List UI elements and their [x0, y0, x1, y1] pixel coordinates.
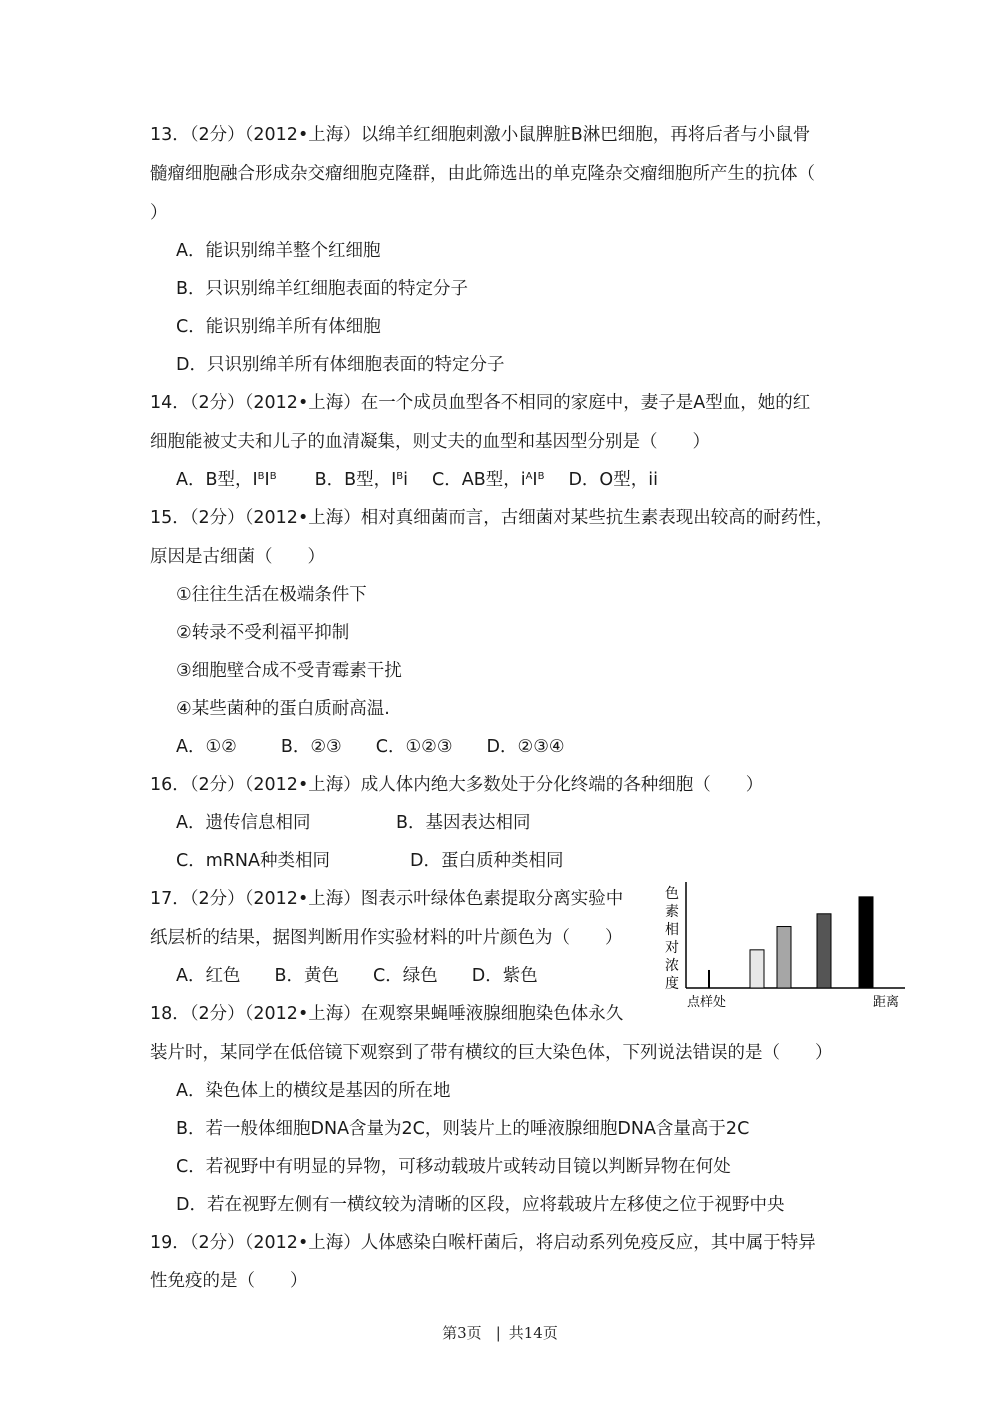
chart-ylabel-char: 素: [665, 904, 679, 920]
q16-option-c: C．mRNA种类相同: [176, 851, 330, 871]
q15-item-2: ②转录不受利福平抑制: [176, 623, 350, 643]
q16-option-a: A．遗传信息相同: [176, 813, 311, 833]
q17-stem-line-1: 17．（2分）（2012•上海）图表示叶绿体色素提取分离实验中: [150, 889, 624, 909]
q14-option-d: D．O型，ii: [568, 470, 658, 490]
q15-stem-line-1: 15．（2分）（2012•上海）相对真细菌而言，古细菌对某些抗生素表现出较高的耐药性，: [150, 508, 834, 528]
chart-bar-1: [708, 970, 710, 988]
q15-item-1: ①往往生活在极端条件下: [176, 585, 367, 605]
q18-option-c: C．若视野中有明显的异物，可移动载玻片或转动目镜以判断异物在何处: [176, 1157, 731, 1177]
pigment-chromatography-chart: [655, 878, 910, 1013]
footer-separator: |: [495, 1324, 501, 1342]
chart-ylabel-char: 浓: [665, 958, 679, 974]
q13-stem-line-1: 13．（2分）（2012•上海）以绵羊红细胞刺激小鼠脾脏B淋巴细胞，再将后者与小鼠骨: [150, 125, 811, 145]
q14-stem-line-2: 细胞能被丈夫和儿子的血清凝集，则丈夫的血型和基因型分别是（ ）: [150, 432, 710, 452]
page-number: 第3页: [442, 1324, 482, 1342]
q17-stem-line-2: 纸层析的结果，据图判断用作实验材料的叶片颜色为（ ）: [150, 928, 623, 948]
q15-option-c: C．①②③: [375, 737, 453, 757]
q15-item-4: ④某些菌种的蛋白质耐高温.: [176, 699, 390, 719]
chart-ylabel-char: 色: [665, 886, 679, 902]
q14-option-b: B．B型，$I^Bi$: [314, 470, 408, 490]
chart-ylabel-char: 度: [665, 976, 679, 992]
q13-option-a: A．能识别绵羊整个红细胞: [176, 241, 381, 261]
q14-option-c: C．AB型，$i^AI^B$: [432, 470, 545, 490]
chart-xlabel-origin: 点样处: [687, 995, 727, 1010]
q15-options-row: [176, 736, 565, 758]
q18-option-a: A．染色体上的横纹是基因的所在地: [176, 1081, 451, 1101]
q14-options-row: [176, 469, 658, 491]
q15-option-d: D．②③④: [486, 737, 565, 757]
q17-option-c: C．绿色: [373, 966, 438, 986]
q15-option-a: A．①②: [176, 737, 237, 757]
q16-stem-line-1: 16．（2分）（2012•上海）成人体内绝大多数处于分化终端的各种细胞（ ）: [150, 775, 764, 795]
page-footer: [0, 1322, 1000, 1343]
q19-stem-line-1: 19．（2分）（2012•上海）人体感染白喉杆菌后，将启动系列免疫反应，其中属于特异: [150, 1233, 816, 1253]
q15-stem-line-2: 原因是古细菌（ ）: [150, 547, 325, 567]
q17-option-a: A．红色: [176, 966, 241, 986]
q17-options-row: [176, 965, 538, 987]
page-total: 共14页: [508, 1324, 558, 1342]
chart-ylabel-char: 对: [665, 940, 679, 956]
q16-option-b: B．基因表达相同: [396, 813, 531, 833]
q18-stem-line-2: 装片时，某同学在低倍镜下观察到了带有横纹的巨大染色体，下列说法错误的是（ ）: [150, 1043, 833, 1063]
q15-option-b: B．②③: [280, 737, 342, 757]
q13-option-d: D．只识别绵羊所有体细胞表面的特定分子: [176, 355, 505, 375]
q18-option-d: D．若在视野左侧有一横纹较为清晰的区段，应将载玻片左移使之位于视野中央: [176, 1195, 785, 1215]
q18-option-b: B．若一般体细胞DNA含量为2C，则装片上的唾液腺细胞DNA含量高于2C: [176, 1119, 750, 1139]
chart-y-axis-label: [665, 886, 679, 992]
chart-bar-5: [859, 897, 873, 988]
q17-option-d: D．紫色: [471, 966, 538, 986]
chart-bar-2: [750, 950, 764, 988]
q13-option-b: B．只识别绵羊红细胞表面的特定分子: [176, 279, 469, 299]
q13-stem-line-3: ）: [150, 203, 168, 223]
q14-stem-line-1: 14．（2分）（2012•上海）在一个成员血型各不相同的家庭中，妻子是A型血，她的红: [150, 393, 811, 413]
q14-option-a: A．B型，$I^BI^B$: [176, 470, 277, 490]
q17-option-b: B．黄色: [274, 966, 339, 986]
q18-stem-line-1: 18．（2分）（2012•上海）在观察果蝇唾液腺细胞染色体永久: [150, 1004, 624, 1024]
q16-option-d: D．蛋白质种类相同: [410, 851, 564, 871]
q13-option-c: C．能识别绵羊所有体细胞: [176, 317, 381, 337]
q13-stem-line-2: 髓瘤细胞融合形成杂交瘤细胞克隆群，由此筛选出的单克隆杂交瘤细胞所产生的抗体（: [150, 164, 815, 184]
q19-stem-line-2: 性免疫的是（ ）: [150, 1271, 308, 1291]
chart-bar-3: [777, 927, 791, 988]
chart-xlabel-distance: 距离: [873, 995, 900, 1010]
chart-ylabel-char: 相: [665, 922, 679, 938]
chart-bar-4: [817, 914, 831, 988]
q15-item-3: ③细胞壁合成不受青霉素干扰: [176, 661, 402, 681]
